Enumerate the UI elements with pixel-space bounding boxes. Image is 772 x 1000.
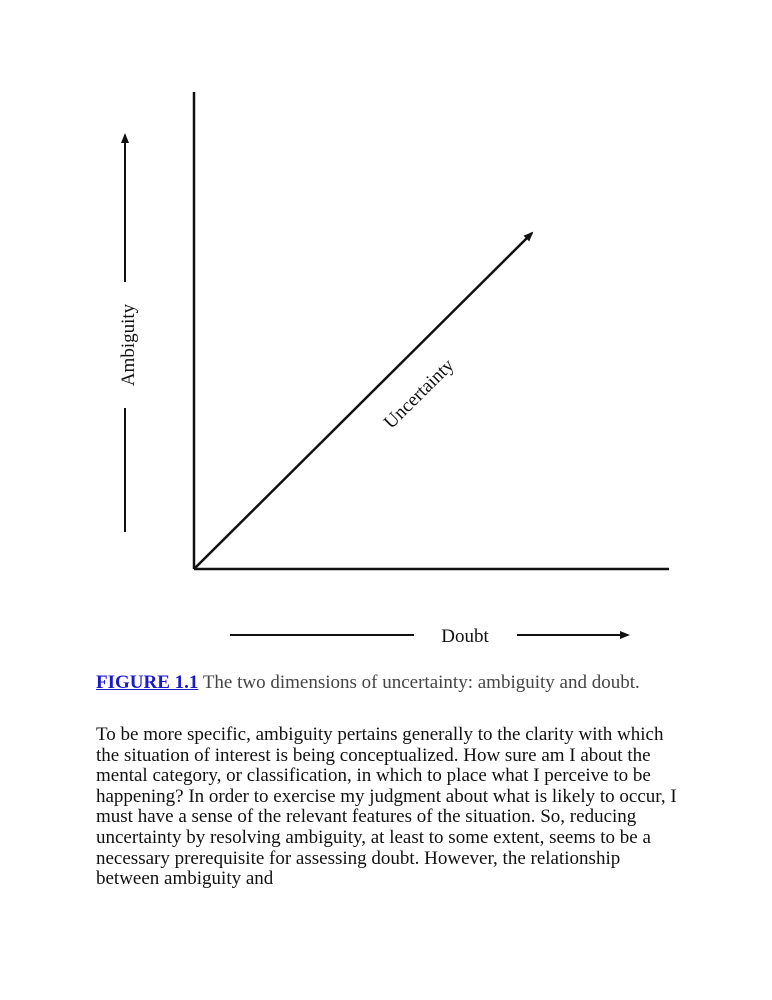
uncertainty-arrow: [194, 233, 532, 569]
body-paragraph: To be more specific, ambiguity pertains generally to the clarity with which the situation of interest is being conceptualized. How sure am I about the mental category, or classification, in which to place what I perceive to be happening? In order to exercise my judgment about what is likely to occur, I must have a sense of the relevant features of the situation. So, reducing uncertainty by resolving ambiguity, at least to some extent, seems to be a necessary prerequisite for assessing doubt. However, the relationship between ambiguity and: [96, 724, 677, 890]
diagonal-label: Uncertainty: [379, 355, 459, 434]
x-axis-label: Doubt: [441, 626, 489, 647]
figure-caption: [96, 672, 676, 693]
y-axis-label: Ambiguity: [118, 303, 139, 387]
caption-text: The two dimensions of uncertainty: ambiguity and doubt.: [198, 672, 640, 693]
figure-reference-link[interactable]: FIGURE 1.1: [96, 672, 199, 693]
